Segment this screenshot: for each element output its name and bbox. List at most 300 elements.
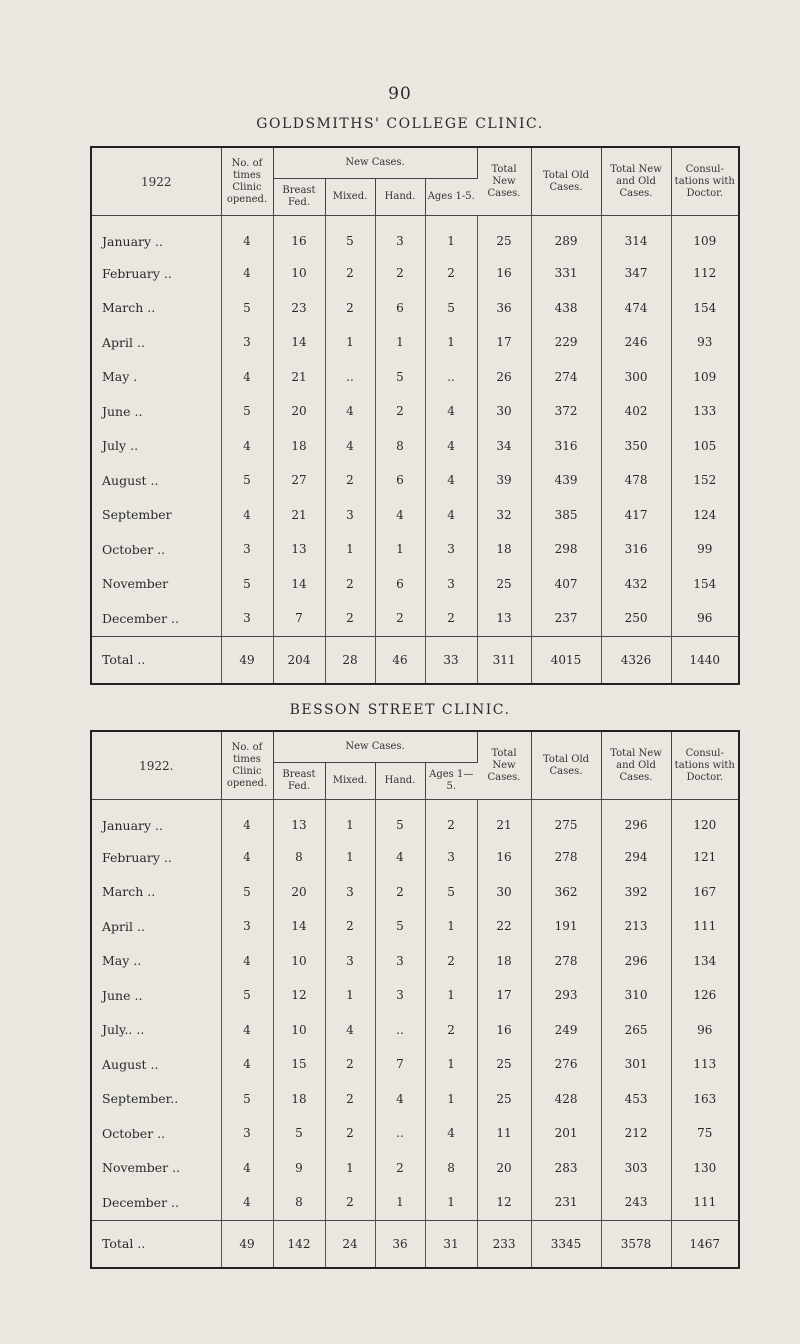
total-new-old-cell: 296 — [601, 944, 671, 979]
mixed-cell: 2 — [325, 291, 375, 326]
month-cell: March .. — [91, 291, 221, 326]
consultations-cell: 124 — [693, 507, 717, 522]
mixed-cell: 1 — [325, 800, 375, 841]
ages-cell: 4 — [425, 498, 477, 533]
consultations-cell: 163 — [693, 1091, 717, 1106]
consultations-header: Consul- tations with Doctor. — [671, 731, 739, 800]
total-new-cell: 16 — [477, 840, 531, 875]
times-cell: 3 — [221, 909, 273, 944]
consultations-cell: 152 — [693, 473, 717, 488]
month-cell: October .. — [91, 1116, 221, 1151]
ages-header: Ages 1—5. — [425, 763, 477, 800]
hand-cell: 4 — [375, 840, 425, 875]
month-cell: Total .. — [91, 1220, 221, 1268]
consultations-cell: 126 — [693, 988, 717, 1003]
times-cell: 4 — [221, 840, 273, 875]
times-opened-header: No. of times Clinic opened. — [221, 731, 273, 800]
total-new-old-cell: 265 — [601, 1013, 671, 1048]
month-cell: September.. — [91, 1082, 221, 1117]
ages-cell: 8 — [425, 1151, 477, 1186]
total-new-cell: 25 — [477, 1047, 531, 1082]
table-row — [91, 1047, 739, 1082]
mixed-cell: 1 — [325, 532, 375, 567]
times-cell: 4 — [221, 1185, 273, 1220]
total-new-cell: 25 — [477, 567, 531, 602]
consultations-cell: 133 — [693, 404, 717, 419]
month-cell: May . — [91, 360, 221, 395]
mixed-cell: 2 — [325, 256, 375, 291]
month-cell: December .. — [91, 601, 221, 636]
total-new-header: Total New Cases. — [477, 147, 531, 216]
consultations-cell: 130 — [693, 1160, 717, 1175]
breast-fed-cell: 23 — [273, 291, 325, 326]
besson-table-body — [91, 800, 739, 1268]
total-new-old-cell: 246 — [601, 325, 671, 360]
month-cell: March .. — [91, 875, 221, 910]
total-old-cell: 289 — [531, 216, 601, 257]
times-cell: 4 — [221, 944, 273, 979]
total-new-old-cell: 294 — [601, 840, 671, 875]
mixed-cell: 4 — [325, 429, 375, 464]
breast-fed-cell: 12 — [273, 978, 325, 1013]
new-cases-header: New Cases. — [273, 731, 477, 763]
times-cell: 4 — [221, 429, 273, 464]
consultations-cell: 1467 — [671, 1220, 739, 1268]
breast-fed-cell: 5 — [273, 1116, 325, 1151]
total-old-cell: 4015 — [531, 636, 601, 684]
hand-cell: 6 — [375, 291, 425, 326]
total-old-cell: 331 — [531, 256, 601, 291]
month-cell: August .. — [91, 463, 221, 498]
total-new-old-cell: 392 — [601, 875, 671, 910]
mixed-cell: 2 — [325, 567, 375, 602]
total-new-old-cell: 250 — [601, 601, 671, 636]
month-cell: January .. — [91, 800, 221, 841]
table-row — [91, 532, 739, 567]
mixed-cell: 2 — [325, 1185, 375, 1220]
consultations-cell: 120 — [693, 818, 717, 832]
times-cell: 4 — [221, 800, 273, 841]
total-new-cell: 17 — [477, 325, 531, 360]
goldsmiths-table-body — [91, 216, 739, 684]
total-new-cell: 25 — [477, 1082, 531, 1117]
hand-cell: 1 — [375, 532, 425, 567]
hand-cell: 5 — [375, 360, 425, 395]
hand-cell: 8 — [375, 429, 425, 464]
total-new-cell: 233 — [477, 1220, 531, 1268]
table-row — [91, 463, 739, 498]
total-old-cell: 249 — [531, 1013, 601, 1048]
total-new-old-cell: 243 — [601, 1185, 671, 1220]
total-old-cell: 3345 — [531, 1220, 601, 1268]
total-new-old-cell: 432 — [601, 567, 671, 602]
total-new-cell: 18 — [477, 944, 531, 979]
breast-fed-cell: 15 — [273, 1047, 325, 1082]
breast-fed-cell: 142 — [273, 1220, 325, 1268]
breast-fed-cell: 204 — [273, 636, 325, 684]
consultations-cell: 113 — [693, 1057, 717, 1072]
consultations-cell: 96 — [697, 1022, 713, 1037]
consultations-cell: 134 — [693, 953, 717, 968]
total-new-old-cell: 350 — [601, 429, 671, 464]
mixed-cell: 28 — [325, 636, 375, 684]
total-new-cell: 17 — [477, 978, 531, 1013]
mixed-cell: 5 — [325, 216, 375, 257]
total-new-cell: 36 — [477, 291, 531, 326]
total-new-cell: 12 — [477, 1185, 531, 1220]
month-cell: April .. — [91, 909, 221, 944]
hand-cell: .. — [375, 1013, 425, 1048]
times-cell: 5 — [221, 567, 273, 602]
consultations-cell: 154 — [693, 300, 717, 315]
total-old-cell: 231 — [531, 1185, 601, 1220]
consultations-cell: 121 — [693, 850, 717, 865]
month-cell: July .. — [91, 429, 221, 464]
mixed-cell: 1 — [325, 325, 375, 360]
total-new-cell: 30 — [477, 394, 531, 429]
breast-fed-cell: 14 — [273, 325, 325, 360]
consultations-cell: 75 — [697, 1126, 713, 1141]
breast-fed-cell: 14 — [273, 567, 325, 602]
mixed-cell: 3 — [325, 944, 375, 979]
hand-cell: 2 — [375, 601, 425, 636]
hand-cell: 2 — [375, 256, 425, 291]
times-cell: 5 — [221, 978, 273, 1013]
total-old-cell: 407 — [531, 567, 601, 602]
breast-fed-cell: 9 — [273, 1151, 325, 1186]
total-new-cell: 311 — [477, 636, 531, 684]
total-new-old-cell: 402 — [601, 394, 671, 429]
table-row — [91, 1116, 739, 1151]
table-row — [91, 875, 739, 910]
total-new-old-cell: 303 — [601, 1151, 671, 1186]
times-cell: 5 — [221, 463, 273, 498]
month-cell: Total .. — [91, 636, 221, 684]
hand-cell: 7 — [375, 1047, 425, 1082]
total-new-cell: 22 — [477, 909, 531, 944]
total-old-header: Total Old Cases. — [531, 731, 601, 800]
besson-clinic-table — [90, 730, 740, 1269]
year-header: 1922. — [91, 731, 221, 800]
ages-cell: 4 — [425, 429, 477, 464]
total-new-cell: 34 — [477, 429, 531, 464]
table-row — [91, 394, 739, 429]
total-new-cell: 16 — [477, 1013, 531, 1048]
ages-cell: 31 — [425, 1220, 477, 1268]
mixed-cell: 2 — [325, 909, 375, 944]
table-row — [91, 601, 739, 636]
month-cell: August .. — [91, 1047, 221, 1082]
total-new-cell: 39 — [477, 463, 531, 498]
times-cell: 3 — [221, 601, 273, 636]
total-new-cell: 13 — [477, 601, 531, 636]
ages-cell: 3 — [425, 567, 477, 602]
hand-cell: 5 — [375, 800, 425, 841]
total-new-cell: 11 — [477, 1116, 531, 1151]
times-cell: 4 — [221, 498, 273, 533]
ages-cell: .. — [425, 360, 477, 395]
month-cell: November .. — [91, 1151, 221, 1186]
breast-fed-cell: 8 — [273, 840, 325, 875]
consultations-cell: 96 — [697, 611, 713, 626]
times-cell: 4 — [221, 216, 273, 257]
breast-fed-cell: 14 — [273, 909, 325, 944]
breast-fed-cell: 18 — [273, 1082, 325, 1117]
mixed-cell: 1 — [325, 1151, 375, 1186]
total-new-cell: 16 — [477, 256, 531, 291]
total-old-cell: 428 — [531, 1082, 601, 1117]
consultations-cell: 1440 — [671, 636, 739, 684]
times-cell: 49 — [221, 636, 273, 684]
mixed-header: Mixed. — [325, 179, 375, 216]
breast-fed-cell: 21 — [273, 498, 325, 533]
new-cases-header: New Cases. — [273, 147, 477, 179]
page-number: 90 — [388, 84, 412, 104]
ages-cell: 3 — [425, 532, 477, 567]
ages-cell: 2 — [425, 800, 477, 841]
total-new-old-cell: 296 — [601, 800, 671, 841]
ages-cell: 3 — [425, 840, 477, 875]
mixed-cell: 2 — [325, 1047, 375, 1082]
times-cell: 5 — [221, 875, 273, 910]
hand-cell: 2 — [375, 875, 425, 910]
hand-cell: 5 — [375, 909, 425, 944]
breast-fed-cell: 18 — [273, 429, 325, 464]
ages-cell: 1 — [425, 1082, 477, 1117]
times-cell: 4 — [221, 1151, 273, 1186]
total-old-cell: 276 — [531, 1047, 601, 1082]
month-cell: June .. — [91, 978, 221, 1013]
total-old-cell: 191 — [531, 909, 601, 944]
ages-cell: 1 — [425, 909, 477, 944]
mixed-cell: 3 — [325, 875, 375, 910]
hand-cell: 1 — [375, 325, 425, 360]
table-row — [91, 909, 739, 944]
total-new-old-cell: 4326 — [601, 636, 671, 684]
breast-fed-cell: 13 — [273, 532, 325, 567]
hand-cell: 1 — [375, 1185, 425, 1220]
table-row — [91, 1151, 739, 1186]
total-new-old-cell: 3578 — [601, 1220, 671, 1268]
breast-fed-header: Breast Fed. — [273, 179, 325, 216]
times-cell: 3 — [221, 1116, 273, 1151]
breast-fed-cell: 7 — [273, 601, 325, 636]
total-new-cell: 21 — [477, 800, 531, 841]
times-cell: 5 — [221, 394, 273, 429]
month-cell: November — [91, 567, 221, 602]
times-opened-header: No. of times Clinic opened. — [221, 147, 273, 216]
ages-cell: 33 — [425, 636, 477, 684]
total-old-cell: 283 — [531, 1151, 601, 1186]
consultations-cell: 112 — [693, 266, 717, 281]
consultations-cell: 111 — [693, 1195, 717, 1210]
hand-cell: 2 — [375, 1151, 425, 1186]
total-new-header: Total New Cases. — [477, 731, 531, 800]
consultations-cell: 105 — [693, 438, 717, 453]
ages-cell: 4 — [425, 394, 477, 429]
consultations-header: Consul- tations with Doctor. — [671, 147, 739, 216]
table-row — [91, 978, 739, 1013]
hand-cell: 6 — [375, 567, 425, 602]
month-cell: April .. — [91, 325, 221, 360]
times-cell: 4 — [221, 256, 273, 291]
hand-cell: 3 — [375, 978, 425, 1013]
table-row — [91, 944, 739, 979]
hand-cell: 6 — [375, 463, 425, 498]
table-row — [91, 291, 739, 326]
breast-fed-cell: 27 — [273, 463, 325, 498]
hand-cell: 2 — [375, 394, 425, 429]
table-row — [91, 800, 739, 841]
total-new-cell: 25 — [477, 216, 531, 257]
month-cell: May .. — [91, 944, 221, 979]
table-row — [91, 1082, 739, 1117]
times-cell: 5 — [221, 1082, 273, 1117]
mixed-cell: 1 — [325, 978, 375, 1013]
total-new-cell: 32 — [477, 498, 531, 533]
total-old-cell: 316 — [531, 429, 601, 464]
ages-cell: 4 — [425, 1116, 477, 1151]
total-new-cell: 30 — [477, 875, 531, 910]
table-row — [91, 325, 739, 360]
total-new-old-header: Total New and Old Cases. — [601, 147, 671, 216]
total-old-cell: 362 — [531, 875, 601, 910]
month-cell: July.. .. — [91, 1013, 221, 1048]
ages-cell: 2 — [425, 1013, 477, 1048]
table-row — [91, 256, 739, 291]
consultations-cell: 167 — [693, 884, 717, 899]
total-new-old-cell: 310 — [601, 978, 671, 1013]
total-old-cell: 237 — [531, 601, 601, 636]
month-cell: February .. — [91, 840, 221, 875]
month-cell: June .. — [91, 394, 221, 429]
times-cell: 5 — [221, 291, 273, 326]
table-row — [91, 1185, 739, 1220]
table-row — [91, 429, 739, 464]
breast-fed-cell: 10 — [273, 1013, 325, 1048]
hand-cell: 3 — [375, 216, 425, 257]
ages-cell: 4 — [425, 463, 477, 498]
mixed-cell: .. — [325, 360, 375, 395]
total-old-cell: 229 — [531, 325, 601, 360]
table-row — [91, 1013, 739, 1048]
breast-fed-cell: 16 — [273, 216, 325, 257]
breast-fed-cell: 21 — [273, 360, 325, 395]
mixed-cell: 4 — [325, 1013, 375, 1048]
total-row — [91, 1220, 739, 1268]
total-new-old-cell: 314 — [601, 216, 671, 257]
ages-cell: 1 — [425, 325, 477, 360]
mixed-cell: 3 — [325, 498, 375, 533]
table-row — [91, 216, 739, 257]
times-cell: 4 — [221, 1047, 273, 1082]
ages-cell: 1 — [425, 1047, 477, 1082]
total-new-cell: 20 — [477, 1151, 531, 1186]
consultations-cell: 154 — [693, 576, 717, 591]
hand-cell: 4 — [375, 1082, 425, 1117]
total-new-old-cell: 213 — [601, 909, 671, 944]
consultations-cell: 93 — [697, 335, 713, 350]
times-cell: 3 — [221, 532, 273, 567]
hand-cell: .. — [375, 1116, 425, 1151]
breast-fed-cell: 20 — [273, 875, 325, 910]
year-header: 1922 — [91, 147, 221, 216]
goldsmiths-table-title: GOLDSMITHS' COLLEGE CLINIC. — [256, 116, 544, 132]
besson-table-title: BESSON STREET CLINIC. — [289, 702, 511, 718]
hand-cell: 3 — [375, 944, 425, 979]
times-cell: 4 — [221, 1013, 273, 1048]
table-row — [91, 360, 739, 395]
times-cell: 4 — [221, 360, 273, 395]
breast-fed-cell: 20 — [273, 394, 325, 429]
ages-cell: 2 — [425, 601, 477, 636]
hand-cell: 46 — [375, 636, 425, 684]
total-old-cell: 278 — [531, 840, 601, 875]
mixed-cell: 4 — [325, 394, 375, 429]
ages-header: Ages 1-5. — [425, 179, 477, 216]
total-old-cell: 372 — [531, 394, 601, 429]
total-new-cell: 26 — [477, 360, 531, 395]
times-cell: 3 — [221, 325, 273, 360]
consultations-cell: 99 — [697, 542, 713, 557]
total-old-header: Total Old Cases. — [531, 147, 601, 216]
ages-cell: 1 — [425, 1185, 477, 1220]
hand-header: Hand. — [375, 179, 425, 216]
total-new-old-cell: 301 — [601, 1047, 671, 1082]
total-old-cell: 385 — [531, 498, 601, 533]
consultations-cell: 109 — [693, 369, 717, 384]
month-cell: October .. — [91, 532, 221, 567]
breast-fed-header: Breast Fed. — [273, 763, 325, 800]
total-new-cell: 18 — [477, 532, 531, 567]
total-new-old-cell: 417 — [601, 498, 671, 533]
table-row — [91, 840, 739, 875]
month-cell: February .. — [91, 256, 221, 291]
hand-header: Hand. — [375, 763, 425, 800]
total-new-old-cell: 474 — [601, 291, 671, 326]
breast-fed-cell: 10 — [273, 256, 325, 291]
total-old-cell: 298 — [531, 532, 601, 567]
ages-cell: 1 — [425, 216, 477, 257]
total-old-cell: 438 — [531, 291, 601, 326]
total-old-cell: 293 — [531, 978, 601, 1013]
table-row — [91, 498, 739, 533]
goldsmiths-clinic-table — [90, 146, 740, 685]
total-new-old-cell: 478 — [601, 463, 671, 498]
total-new-old-cell: 316 — [601, 532, 671, 567]
total-old-cell: 439 — [531, 463, 601, 498]
month-cell: January .. — [91, 216, 221, 257]
mixed-cell: 2 — [325, 601, 375, 636]
total-row — [91, 636, 739, 684]
mixed-header: Mixed. — [325, 763, 375, 800]
mixed-cell: 2 — [325, 1082, 375, 1117]
month-cell: September — [91, 498, 221, 533]
total-old-cell: 201 — [531, 1116, 601, 1151]
total-old-cell: 278 — [531, 944, 601, 979]
breast-fed-cell: 10 — [273, 944, 325, 979]
total-old-cell: 274 — [531, 360, 601, 395]
ages-cell: 2 — [425, 944, 477, 979]
breast-fed-cell: 8 — [273, 1185, 325, 1220]
total-new-old-header: Total New and Old Cases. — [601, 731, 671, 800]
breast-fed-cell: 13 — [273, 800, 325, 841]
mixed-cell: 2 — [325, 1116, 375, 1151]
ages-cell: 5 — [425, 875, 477, 910]
consultations-cell: 109 — [693, 234, 717, 248]
hand-cell: 4 — [375, 498, 425, 533]
consultations-cell: 111 — [693, 919, 717, 934]
